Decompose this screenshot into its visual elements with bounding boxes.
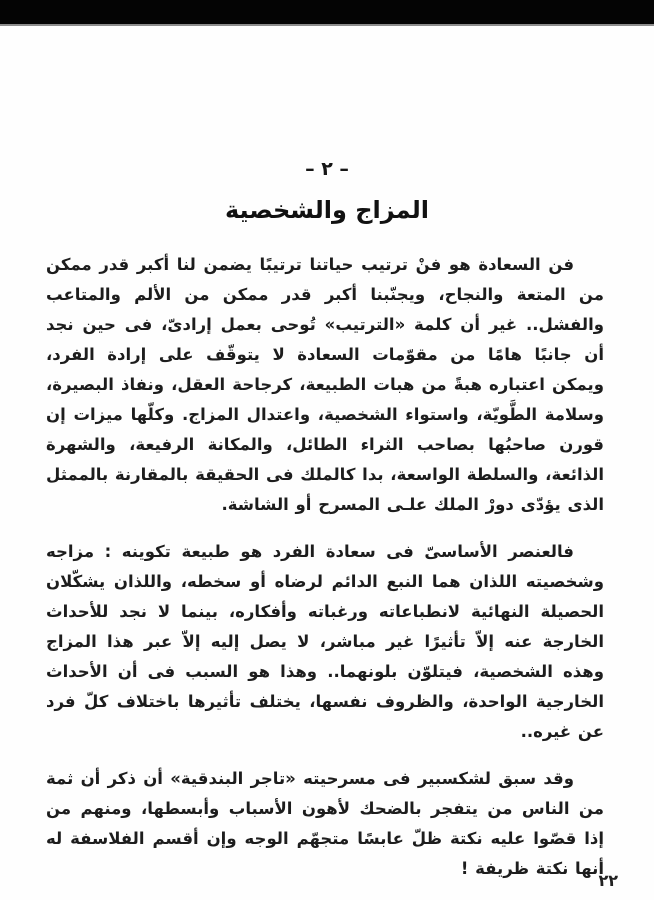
paragraph-1: فن السعادة هو فنْ ترتيب حياتنا ترتيبًا يضمن لنا أكبر قدر ممكن من المتعة والنجاح، ويجنّبنا أكبر قدر ممكن من الألم والمتاعب والفشل.. غير أن كلمة «الترتيب» تُوحى بعمل إرادىّ، فى حين نجد أن جانبًا هامًا من مقوّمات السعادة لا يتوقّف على إرادة الفرد، ويمكن اعتباره هبةً من هبات الطبيعة، كرجاحة العقل، ونفاذ البصيرة، وسلامة الطَّويّة، واستواء الشخصية، واعتدال المزاج. وكلّها ميزات إن قورن صاحبُها بصاحب الثراء الطائل، والمكانة الرفيعة، والشهرة الذائعة، والسلطة الواسعة، بدا كالملك فى الحقيقة بالمقارنة بالممثل الذى يؤدّى دورْ الملك علـى المسرح أو الشاشة.	[45, 255, 604, 514]
book-page	[0, 26, 654, 900]
paragraph-3: وقد سبق لشكسبير فى مسرحيته «تاجر البندقية» أن ذكر أن ثمة من الناس من يتفجر بالضحك لأهون الأسباب وأبسطها، ومنهم من إذا قصّوا عليه نكتة ظلّ عابسًا متجهّم الوجه وإن أقسم الفلاسفة له أنها نكتة ظريفة !	[46, 769, 604, 878]
chapter-number: – ٢ –	[305, 158, 349, 180]
body-text	[46, 250, 604, 884]
page-number: ٢٢	[598, 871, 618, 890]
paragraph-2: فالعنصر الأساسىّ فى سعادة الفرد هو طبيعة تكوينه : مزاجه وشخصيته اللذان هما النبع الدائم لرضاه أو سخطه، واللذان يشكّلان الحصيلة النهائية لانطباعاته ورغباته وأفكاره، بينما لا نجد للأحداث الخارجة عنه إلاّ تأثيرًا غير مباشر، لا يصل إليه إلاّ عبر هذا المزاج وهذه الشخصية، فيتلوّن بلونهما.. وهذا هو السبب فى أن الأحداث الخارجية الواحدة، والظروف نفسها، يختلف تأثيرها باختلاف كلّ فرد عن غيره..	[46, 542, 604, 741]
page-title: المزاج والشخصية	[224, 196, 429, 224]
scan-artifact-top-bar	[0, 0, 654, 26]
